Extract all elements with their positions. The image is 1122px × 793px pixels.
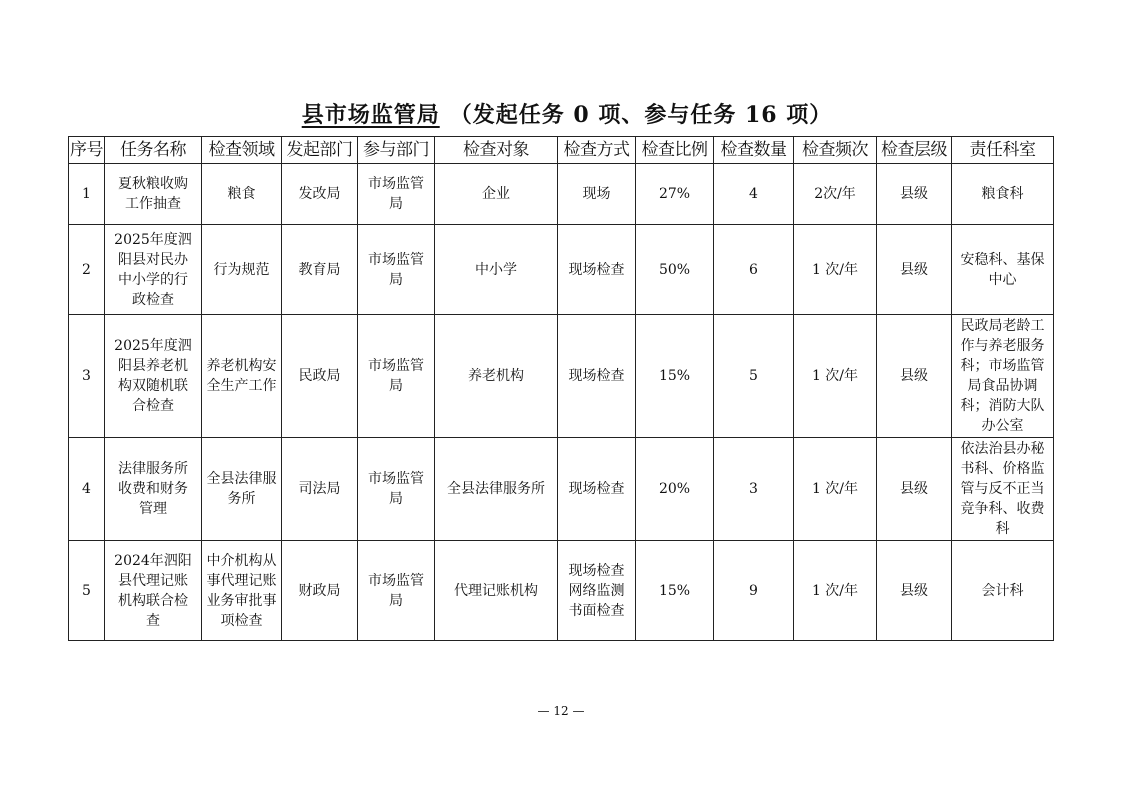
cell-quantity: 3 <box>714 438 794 541</box>
cell-initiating-dept: 财政局 <box>282 541 358 641</box>
cell-field: 行为规范 <box>202 225 282 315</box>
header-initiating-dept: 发起部门 <box>282 137 358 164</box>
cell-method: 现场检查 <box>558 225 636 315</box>
cell-index: 5 <box>69 541 105 641</box>
table-header-row <box>69 137 1054 164</box>
cell-level: 县级 <box>877 438 952 541</box>
table-row <box>69 541 1054 641</box>
cell-participating-dept: 市场监管局 <box>358 541 435 641</box>
cell-ratio: 20% <box>636 438 714 541</box>
cell-target: 养老机构 <box>435 315 558 438</box>
header-field: 检查领域 <box>202 137 282 164</box>
cell-quantity: 9 <box>714 541 794 641</box>
cell-ratio: 15% <box>636 315 714 438</box>
cell-target: 企业 <box>435 164 558 225</box>
title-summary: （发起任务 0 项、参与任务 16 项） <box>449 102 833 128</box>
cell-field: 养老机构安全生产工作 <box>202 315 282 438</box>
task-table <box>68 136 1054 641</box>
cell-field: 中介机构从事代理记账业务审批事项检查 <box>202 541 282 641</box>
cell-participating-dept: 市场监管局 <box>358 315 435 438</box>
cell-method: 现场检查 网络监测 书面检查 <box>558 541 636 641</box>
header-index: 序号 <box>69 137 105 164</box>
cell-index: 4 <box>69 438 105 541</box>
cell-method: 现场检查 <box>558 438 636 541</box>
cell-frequency: 1 次/年 <box>794 315 877 438</box>
cell-frequency: 2次/年 <box>794 164 877 225</box>
cell-method: 现场检查 <box>558 315 636 438</box>
cell-field: 粮食 <box>202 164 282 225</box>
cell-ratio: 15% <box>636 541 714 641</box>
cell-level: 县级 <box>877 315 952 438</box>
cell-initiating-dept: 教育局 <box>282 225 358 315</box>
cell-method: 现场 <box>558 164 636 225</box>
cell-index: 3 <box>69 315 105 438</box>
cell-level: 县级 <box>877 541 952 641</box>
header-target: 检查对象 <box>435 137 558 164</box>
header-responsible-office: 责任科室 <box>952 137 1054 164</box>
page-number: — 12 — <box>537 704 585 718</box>
table-row <box>69 225 1054 315</box>
cell-level: 县级 <box>877 164 952 225</box>
cell-frequency: 1 次/年 <box>794 225 877 315</box>
cell-task-name: 2025年度泗阳县对民办中小学的行政检查 <box>105 225 202 315</box>
header-task-name: 任务名称 <box>105 137 202 164</box>
cell-responsible-office: 民政局老龄工作与养老服务科；市场监管局食品协调科；消防大队办公室 <box>952 315 1054 438</box>
cell-participating-dept: 市场监管局 <box>358 438 435 541</box>
page-title <box>0 98 1122 129</box>
cell-participating-dept: 市场监管局 <box>358 225 435 315</box>
header-participating-dept: 参与部门 <box>358 137 435 164</box>
cell-task-name: 2025年度泗阳县养老机构双随机联合检查 <box>105 315 202 438</box>
title-department: 县市场监管局 <box>301 102 440 128</box>
cell-responsible-office: 依法治县办秘书科、价格监管与反不正当竞争科、收费科 <box>952 438 1054 541</box>
cell-responsible-office: 会计科 <box>952 541 1054 641</box>
cell-target: 全县法律服务所 <box>435 438 558 541</box>
header-frequency: 检查频次 <box>794 137 877 164</box>
cell-task-name: 夏秋粮收购工作抽查 <box>105 164 202 225</box>
table-row <box>69 438 1054 541</box>
cell-initiating-dept: 发改局 <box>282 164 358 225</box>
cell-task-name: 法律服务所收费和财务管理 <box>105 438 202 541</box>
table-row <box>69 315 1054 438</box>
header-quantity: 检查数量 <box>714 137 794 164</box>
cell-level: 县级 <box>877 225 952 315</box>
header-level: 检查层级 <box>877 137 952 164</box>
cell-ratio: 27% <box>636 164 714 225</box>
cell-quantity: 4 <box>714 164 794 225</box>
cell-quantity: 6 <box>714 225 794 315</box>
cell-field: 全县法律服务所 <box>202 438 282 541</box>
header-method: 检查方式 <box>558 137 636 164</box>
cell-index: 1 <box>69 164 105 225</box>
cell-frequency: 1 次/年 <box>794 541 877 641</box>
cell-participating-dept: 市场监管局 <box>358 164 435 225</box>
cell-responsible-office: 粮食科 <box>952 164 1054 225</box>
cell-task-name: 2024年泗阳县代理记账机构联合检查 <box>105 541 202 641</box>
cell-initiating-dept: 民政局 <box>282 315 358 438</box>
cell-target: 代理记账机构 <box>435 541 558 641</box>
cell-ratio: 50% <box>636 225 714 315</box>
cell-target: 中小学 <box>435 225 558 315</box>
table-row <box>69 164 1054 225</box>
cell-responsible-office: 安稳科、基保中心 <box>952 225 1054 315</box>
cell-index: 2 <box>69 225 105 315</box>
cell-quantity: 5 <box>714 315 794 438</box>
header-ratio: 检查比例 <box>636 137 714 164</box>
cell-frequency: 1 次/年 <box>794 438 877 541</box>
cell-initiating-dept: 司法局 <box>282 438 358 541</box>
